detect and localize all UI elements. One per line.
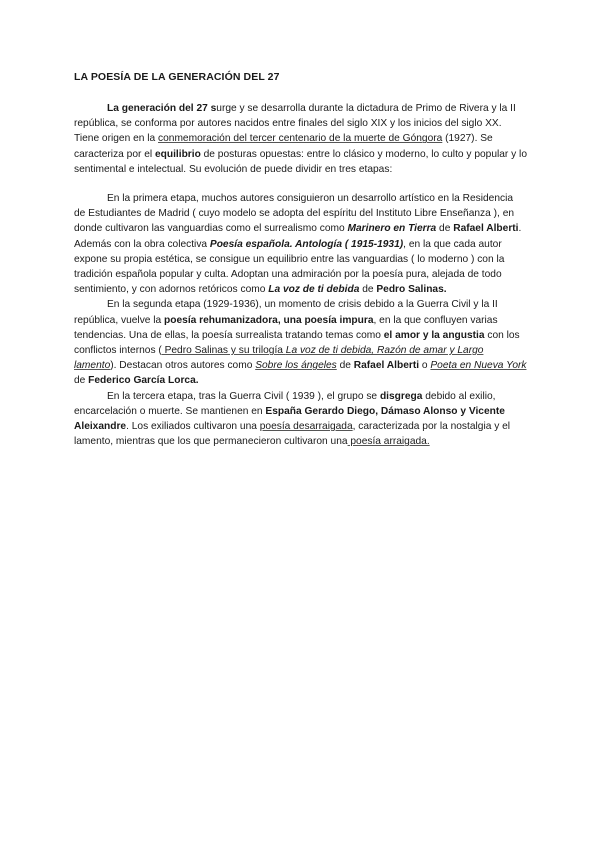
text: de posturas opuestas: entre lo clásico y moderno, lo culto y popular y lo sentimental e intelectual. Su evolución de puede dividir en tres etapas: <box>74 148 527 175</box>
term-disgrega: disgrega <box>379 390 423 402</box>
author-names: España Gerardo Diego, Dámaso Alonso y Vicente Aleixandre <box>74 405 505 433</box>
paragraph-intro <box>74 101 527 177</box>
paragraph-second-stage <box>74 297 527 388</box>
term-phrase: poesía rehumanizadora, una poesía impura <box>164 314 374 326</box>
term-phrase: el amor y la angustia <box>383 329 485 341</box>
page-title: LA POESÍA DE LA GENERACIÓN DEL 27 <box>74 71 280 83</box>
underlined-phrase: conmemoración del tercer centenario de la muerte de Góngora <box>158 133 443 145</box>
text: . Los exiliados cultivaron una <box>126 421 260 433</box>
work-title: Poesía española. Antología ( 1915-1931) <box>209 238 404 250</box>
text: ). Destacan otros autores como <box>110 360 256 372</box>
text: En la tercera etapa, tras la Guerra Civil ( 1939 ), el grupo se <box>107 390 380 402</box>
underlined-phrase: Pedro Salinas y su trilogía <box>161 345 286 357</box>
text: de <box>359 284 377 296</box>
text: En la primera etapa, muchos autores consiguieron un desarrollo artístico en la Residencia de Estudiantes de Madrid ( cuyo modelo se adopta del espíritu del Instituto Libre Enseñanza ), en donde cultivaron las vanguardias como el surrealismo como <box>74 193 515 235</box>
paragraph-first-stage <box>74 191 527 297</box>
text: de <box>336 360 354 372</box>
text: o <box>419 360 431 372</box>
author-name: Rafael Alberti <box>453 223 519 235</box>
work-title: Marinero en Tierra <box>347 223 437 235</box>
term-generation: La generación del 27 s <box>107 103 217 114</box>
author-name: Federico García Lorca. <box>88 375 199 387</box>
text: de <box>74 375 89 387</box>
document-page <box>74 71 527 449</box>
work-title: Sobre los ángeles <box>255 360 337 372</box>
text: urge y se desarrolla durante la dictadura de Primo de Rivera y la II república, se conforma por autores nacidos entre finales del siglo XIX y los inicios del siglo XX. Tiene origen en la <box>74 103 516 145</box>
text: de <box>436 223 454 235</box>
term-equilibrio: equilibrio <box>154 148 201 160</box>
underlined-phrase: poesía desarraigada <box>259 421 353 433</box>
work-title: La voz de ti debida <box>268 284 360 296</box>
text: debido al exilio, encarcelación o muerte. Se mantienen en <box>74 390 496 417</box>
text: (1927). Se caracteriza por el <box>74 133 493 160</box>
text: . Además con la obra colectiva <box>74 223 522 250</box>
author-name: Pedro Salinas. <box>376 284 447 296</box>
underlined-phrase: poesía arraigada. <box>347 436 430 448</box>
author-name: Rafael Alberti <box>353 360 420 372</box>
text: , caracterizada por la nostalgia y el lamento, mientras que los que permanecieron cultivaron una <box>74 421 511 448</box>
text: con los conflictos internos ( <box>74 329 520 357</box>
text: En la segunda etapa (1929-1936), un momento de crisis debido a la Guerra Civil y la II república, vuelve la <box>74 299 498 326</box>
work-title: La voz de ti debida, Razón de amar y Largo lamento <box>74 345 484 372</box>
text: , en la que confluyen varias tendencias. Una de ellas, la poesía surrealista tratando temas como <box>74 314 498 341</box>
work-title: Poeta en Nueva York <box>430 360 527 372</box>
text: , en la que cada autor expone su propia estética, se consigue un equilibrio entre las vanguardias ( lo moderno ) con la tradición española popular y culta. Adoptan una admiración por la poesía pura, alejada de todo sentimiento, y con adornos retóricos como <box>74 238 505 296</box>
paragraph-third-stage <box>74 389 527 450</box>
